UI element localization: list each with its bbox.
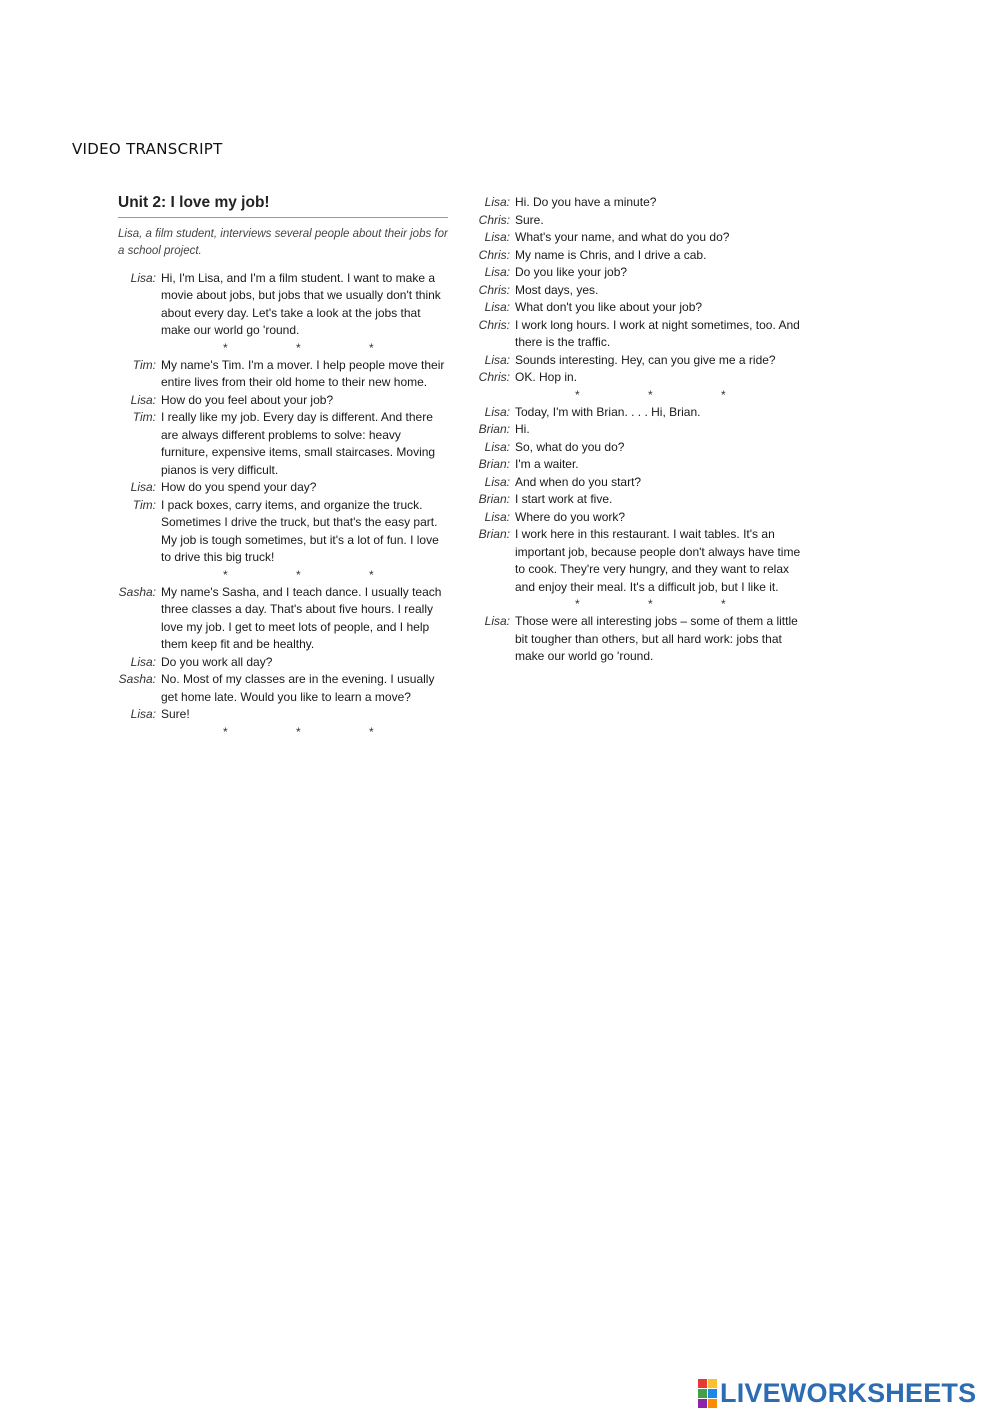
speaker-name: Lisa:	[484, 195, 510, 209]
scene-separator	[470, 596, 805, 613]
dialogue-line	[470, 212, 805, 230]
dialogue-line	[470, 194, 805, 212]
dialogue-text: My name's Sasha, and I teach dance. I usually teach three classes a day. That's about five hours. I really love my job. I get to meet lots of people, and I help them keep fit and be healthy.	[161, 584, 442, 651]
scene-separator	[118, 340, 448, 357]
dialogue-line	[470, 613, 805, 666]
dialogue-text: How do you spend your day?	[161, 480, 317, 494]
speaker-name: Lisa:	[484, 474, 510, 489]
speaker-name: Lisa:	[484, 265, 510, 279]
speaker-name: Tim:	[132, 357, 156, 372]
speaker-name: Sasha:	[118, 584, 156, 599]
dialogue-line	[470, 299, 805, 317]
separator-star: *	[721, 597, 726, 611]
speaker-name: Chris:	[478, 247, 510, 262]
separator-star: *	[369, 340, 374, 355]
separator-star: *	[223, 340, 228, 355]
scene-separator	[470, 387, 805, 404]
dialogue-line	[470, 404, 805, 422]
logo-tile	[698, 1379, 707, 1388]
logo-tile	[698, 1399, 707, 1408]
dialogue-line	[118, 706, 448, 724]
speaker-name: Lisa:	[130, 654, 156, 669]
dialogue-text: And when do you start?	[515, 474, 642, 489]
speaker-name: Chris:	[478, 212, 510, 227]
dialogue-text: Sure.	[515, 212, 544, 227]
logo-tiles-icon	[698, 1379, 717, 1408]
unit-title: Unit 2: I love my job!	[118, 194, 448, 218]
dialogue-line	[470, 456, 805, 474]
dialogue-line	[118, 409, 448, 479]
dialogue-line	[470, 526, 805, 596]
dialogue-line	[118, 671, 448, 706]
speaker-name: Lisa:	[130, 480, 156, 494]
separator-star: *	[648, 387, 653, 402]
separator-star: *	[369, 567, 374, 582]
speaker-name: Lisa:	[484, 352, 510, 367]
speaker-name: Lisa:	[484, 404, 510, 419]
dialogue-line	[470, 229, 805, 247]
right-dialogue	[470, 194, 805, 666]
scene-separator	[118, 567, 448, 584]
dialogue-line	[470, 317, 805, 352]
dialogue-text: I pack boxes, carry items, and organize the truck. Sometimes I drive the truck, but that's the easy part. My job is tough sometimes, but it's a lot of fun. I love to drive this big truck!	[161, 497, 439, 564]
dialogue-line	[470, 264, 805, 282]
separator-star: *	[296, 567, 301, 582]
dialogue-line	[118, 357, 448, 392]
speaker-name: Chris:	[478, 370, 510, 384]
speaker-name: Lisa:	[484, 439, 510, 454]
separator-star: *	[648, 597, 653, 611]
dialogue-text: What's your name, and what do you do?	[515, 230, 730, 244]
dialogue-text: Do you work all day?	[161, 654, 273, 669]
liveworksheets-logo	[698, 1378, 976, 1409]
speaker-name: Lisa:	[484, 614, 510, 628]
dialogue-text: My name's Tim. I'm a mover. I help people move their entire lives from their old home to their new home.	[161, 357, 445, 389]
dialogue-line	[470, 369, 805, 387]
dialogue-text: Hi.	[515, 422, 530, 436]
dialogue-line	[470, 491, 805, 509]
separator-star: *	[369, 724, 374, 739]
speaker-name: Lisa:	[484, 300, 510, 314]
separator-star: *	[721, 387, 726, 402]
speaker-name: Brian:	[478, 527, 510, 541]
dialogue-text: Sure!	[161, 707, 190, 721]
dialogue-text: Do you like your job?	[515, 265, 628, 279]
logo-text: LIVEWORKSHEETS	[720, 1378, 977, 1408]
separator-star: *	[223, 724, 228, 739]
document-heading: VIDEO TRANSCRIPT	[72, 140, 223, 158]
dialogue-text: How do you feel about your job?	[161, 392, 334, 407]
transcript-left-column	[118, 194, 448, 741]
speaker-name: Lisa:	[484, 230, 510, 244]
speaker-name: Brian:	[478, 492, 510, 506]
speaker-name: Lisa:	[130, 270, 156, 285]
dialogue-line	[470, 352, 805, 370]
dialogue-line	[470, 282, 805, 300]
speaker-name: Lisa:	[130, 392, 156, 407]
dialogue-line	[470, 509, 805, 527]
separator-star: *	[296, 724, 301, 739]
dialogue-text: OK. Hop in.	[515, 370, 578, 384]
left-dialogue	[118, 270, 448, 741]
logo-tile	[708, 1379, 717, 1388]
dialogue-line	[470, 439, 805, 457]
dialogue-line	[470, 247, 805, 265]
speaker-name: Sasha:	[118, 672, 156, 686]
separator-star: *	[223, 567, 228, 582]
dialogue-text: I work long hours. I work at night sometimes, too. And there is the traffic.	[515, 317, 800, 349]
dialogue-line	[118, 584, 448, 654]
dialogue-text: Where do you work?	[515, 509, 626, 524]
dialogue-line	[118, 479, 448, 497]
speaker-name: Brian:	[478, 422, 510, 436]
logo-tile	[698, 1389, 707, 1398]
dialogue-line	[470, 421, 805, 439]
speaker-name: Lisa:	[484, 509, 510, 524]
separator-star: *	[575, 387, 580, 402]
speaker-name: Chris:	[478, 282, 510, 297]
transcript-right-column	[470, 194, 805, 666]
speaker-name: Brian:	[478, 457, 510, 471]
speaker-name: Lisa:	[130, 707, 156, 721]
dialogue-text: I'm a waiter.	[515, 457, 579, 471]
dialogue-text: No. Most of my classes are in the evening. I usually get home late. Would you like to learn a move?	[161, 672, 435, 704]
dialogue-line	[118, 497, 448, 567]
dialogue-line	[118, 392, 448, 410]
speaker-name: Tim:	[132, 497, 156, 512]
logo-tile	[708, 1399, 717, 1408]
dialogue-text: Hi. Do you have a minute?	[515, 195, 657, 209]
dialogue-text: Hi, I'm Lisa, and I'm a film student. I want to make a movie about jobs, but jobs that we usually don't think about every day. Let's take a look at the jobs that make our world go 'round.	[161, 270, 441, 337]
dialogue-text: I really like my job. Every day is different. And there are always different problems to solve: heavy furniture, expensive items, small staircases. Moving pianos is very difficult.	[161, 410, 436, 477]
dialogue-text: My name is Chris, and I drive a cab.	[515, 247, 707, 262]
dialogue-line	[118, 654, 448, 672]
dialogue-text: I start work at five.	[515, 492, 613, 506]
dialogue-text: So, what do you do?	[515, 439, 625, 454]
separator-star: *	[296, 340, 301, 355]
scene-separator	[118, 724, 448, 741]
logo-tile	[708, 1389, 717, 1398]
dialogue-text: Sounds interesting. Hey, can you give me a ride?	[515, 352, 776, 367]
dialogue-line	[470, 474, 805, 492]
dialogue-text: What don't you like about your job?	[515, 300, 703, 314]
dialogue-line	[118, 270, 448, 340]
dialogue-text: Today, I'm with Brian. . . . Hi, Brian.	[515, 404, 701, 419]
intro-text: Lisa, a film student, interviews several people about their jobs for a school project.	[118, 227, 448, 257]
speaker-name: Chris:	[478, 317, 510, 332]
dialogue-text: I work here in this restaurant. I wait tables. It's an important job, because people don't always have time to cook. They're very hungry, and they want to relax and enjoy their meal. It's a difficult job, but I like it.	[515, 527, 801, 594]
speaker-name: Tim:	[132, 410, 156, 424]
dialogue-text: Most days, yes.	[515, 282, 599, 297]
separator-star: *	[575, 597, 580, 611]
dialogue-text: Those were all interesting jobs – some of them a little bit tougher than others, but all hard work: jobs that make our world go 'round.	[515, 614, 798, 663]
